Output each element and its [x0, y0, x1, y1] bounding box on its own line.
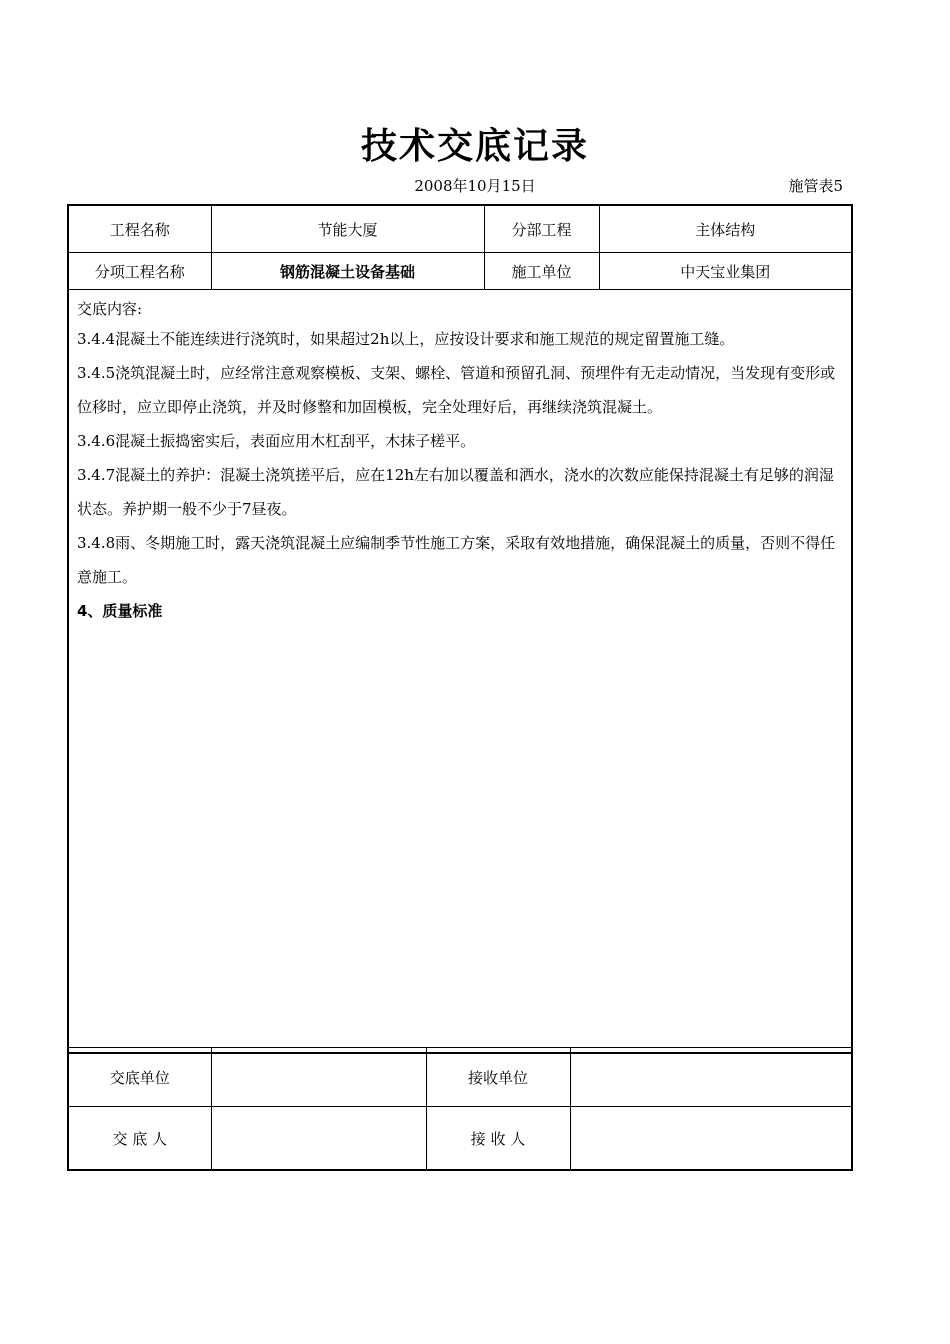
receiver-label: 接 收 人	[426, 1107, 570, 1171]
content-paragraph: 3.4.6混凝土振捣密实后，表面应用木杠刮平，木抹子槎平。	[77, 432, 476, 450]
content-row	[68, 290, 852, 1054]
receiver-field[interactable]	[570, 1107, 852, 1171]
content-label: 交底内容:	[77, 300, 143, 318]
issuing-unit-label: 交底单位	[68, 1048, 211, 1107]
record-table	[67, 204, 853, 1054]
issuer-label: 交 底 人	[68, 1107, 211, 1171]
page-title: 技术交底记录	[360, 126, 589, 167]
content-paragraph: 3.4.5浇筑混凝土时，应经常注意观察模板、支架、螺栓、管道和预留孔洞、预埋件有无走动情况，当发现有变形或位移时，应立即停止浇筑，并及时修整和加固模板，完全处理好后，再继续浇筑混凝土。	[77, 364, 836, 416]
section-heading: 4、质量标准	[77, 602, 163, 620]
receiving-unit-label: 接收单位	[426, 1048, 570, 1107]
project-name-value[interactable]: 节能大厦	[211, 205, 484, 253]
subitem-row	[68, 253, 852, 290]
person-row	[68, 1107, 852, 1171]
division-label: 分部工程	[484, 205, 599, 253]
signature-table	[67, 1047, 853, 1171]
project-name-label: 工程名称	[68, 205, 211, 253]
subitem-label: 分项工程名称	[68, 253, 211, 290]
record-date: 2008年10月15日	[414, 177, 536, 195]
content-cell[interactable]	[68, 290, 852, 1054]
subitem-value[interactable]: 钢筋混凝土设备基础	[211, 253, 484, 290]
division-value[interactable]: 主体结构	[599, 205, 852, 253]
contractor-label: 施工单位	[484, 253, 599, 290]
issuing-unit-field[interactable]	[211, 1048, 426, 1107]
form-number: 施管表5	[788, 177, 843, 195]
issuer-field[interactable]	[211, 1107, 426, 1171]
project-row	[68, 205, 852, 253]
receiving-unit-field[interactable]	[570, 1048, 852, 1107]
content-paragraph: 3.4.4混凝土不能连续进行浇筑时，如果超过2h以上，应按设计要求和施工规范的规定留置施工缝。	[77, 330, 735, 348]
content-paragraph: 3.4.7混凝土的养护：混凝土浇筑搓平后，应在12h左右加以覆盖和洒水，浇水的次数应能保持混凝土有足够的润湿状态。养护期一般不少于7昼夜。	[77, 466, 834, 518]
unit-row	[68, 1048, 852, 1107]
contractor-value[interactable]: 中天宝业集团	[599, 253, 852, 290]
content-paragraph: 3.4.8雨、冬期施工时，露天浇筑混凝土应编制季节性施工方案，采取有效地措施，确保混凝土的质量，否则不得任意施工。	[77, 534, 836, 586]
